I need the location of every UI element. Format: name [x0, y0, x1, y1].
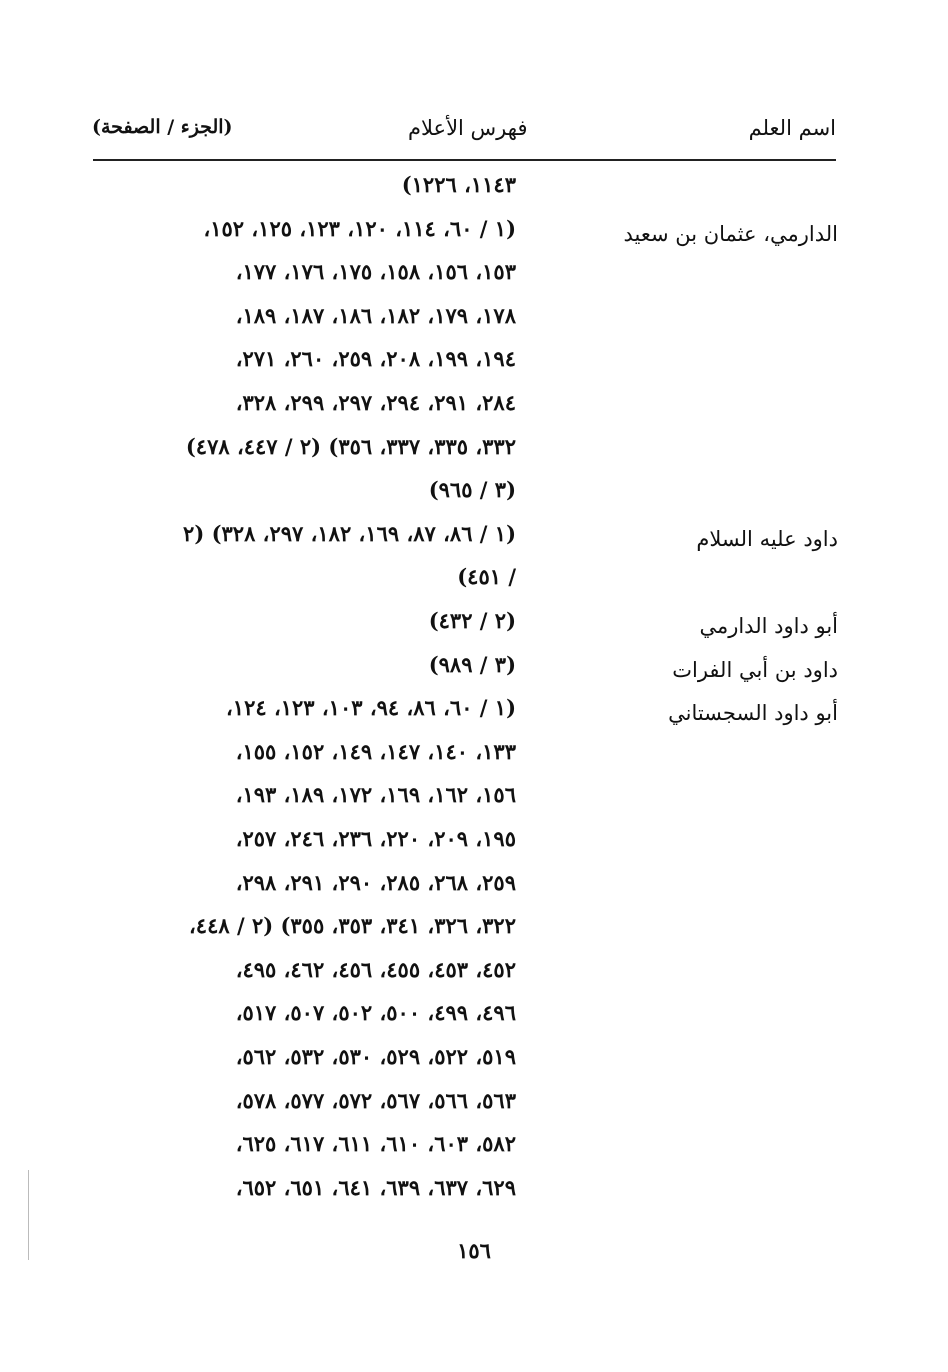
name-column-heading: اسم العلم: [748, 116, 836, 140]
page-references: ٣٣٢، ٣٣٥، ٣٣٧، ٣٥٦) (٢ / ٤٤٧، ٤٧٨): [185, 434, 516, 459]
page-references: ٦٢٩، ٦٣٧، ٦٣٩، ٦٤١، ٦٥١، ٦٥٢،: [235, 1175, 516, 1200]
page-references: ١٧٨، ١٧٩، ١٨٢، ١٨٦، ١٨٧، ١٨٩،: [235, 303, 516, 328]
index-row: [0, 564, 948, 604]
header-rule: [93, 159, 836, 161]
index-row: [0, 608, 948, 648]
index-row: [0, 259, 948, 299]
index-row: [0, 1175, 948, 1215]
index-row: [0, 739, 948, 779]
person-name: داود عليه السلام: [696, 527, 838, 551]
page-header: [0, 116, 948, 152]
person-name: أبو داود الدارمي: [699, 614, 838, 638]
page-references: ٤٩٦، ٤٩٩، ٥٠٠، ٥٠٢، ٥٠٧، ٥١٧،: [235, 1000, 516, 1025]
page-references: (١ / ٨٦، ٨٧، ١٦٩، ١٨٢، ٢٩٧، ٣٢٨) (٢: [183, 521, 516, 546]
page-references: ٥٨٢، ٦٠٣، ٦١٠، ٦١١، ٦١٧، ٦٢٥،: [235, 1131, 516, 1156]
page-references: ١٥٦، ١٦٢، ١٦٩، ١٧٢، ١٨٩، ١٩٣،: [235, 782, 516, 807]
page-references: (١ / ٦٠، ١١٤، ١٢٠، ١٢٣، ١٢٥، ١٥٢،: [203, 216, 516, 241]
page-references: / ٤٥١): [457, 564, 516, 589]
index-row: [0, 1044, 948, 1084]
page-references: ٤٥٢، ٤٥٣، ٤٥٥، ٤٥٦، ٤٦٢، ٤٩٥،: [235, 957, 516, 982]
page-references: ١٣٣، ١٤٠، ١٤٧، ١٤٩، ١٥٢، ١٥٥،: [235, 739, 516, 764]
page-references: (١ / ٦٠، ٨٦، ٩٤، ١٠٣، ١٢٣، ١٢٤،: [226, 695, 516, 720]
index-row: [0, 782, 948, 822]
page-references: ٢٨٤، ٢٩١، ٢٩٤، ٢٩٧، ٢٩٩، ٣٢٨،: [235, 390, 516, 415]
page-title: فهرس الأعلام: [408, 116, 528, 140]
index-row: [0, 652, 948, 692]
page-references: ٣٢٢، ٣٢٦، ٣٤١، ٣٥٣، ٣٥٥) (٢ / ٤٤٨،: [189, 913, 516, 938]
page-number: ١٥٦: [457, 1238, 491, 1263]
person-name: داود بن أبي الفرات: [672, 658, 838, 682]
person-name: الدارمي، عثمان بن سعيد: [623, 222, 838, 246]
index-row: [0, 913, 948, 953]
page-references: ١٩٤، ١٩٩، ٢٠٨، ٢٥٩، ٢٦٠، ٢٧١،: [235, 346, 516, 371]
person-name: أبو داود السجستاني: [668, 701, 838, 725]
index-row: [0, 826, 948, 866]
index-row: [0, 1088, 948, 1128]
index-row: [0, 477, 948, 517]
page-references: ١١٤٣، ١٢٢٦): [401, 172, 516, 197]
index-row: [0, 870, 948, 910]
index-row: [0, 957, 948, 997]
page-references: ١٥٣، ١٥٦، ١٥٨، ١٧٥، ١٧٦، ١٧٧،: [235, 259, 516, 284]
index-row: [0, 303, 948, 343]
page-references: (٣ / ٩٨٩): [428, 652, 516, 677]
index-row: [0, 216, 948, 256]
page-references: ٥٦٣، ٥٦٦، ٥٦٧، ٥٧٢، ٥٧٧، ٥٧٨،: [235, 1088, 516, 1113]
index-row: [0, 172, 948, 212]
page-references: (٢ / ٤٣٢): [428, 608, 516, 633]
pages-column-heading: (الجزء / الصفحة): [92, 116, 233, 138]
index-row: [0, 695, 948, 735]
index-row: [0, 390, 948, 430]
index-row: [0, 1000, 948, 1040]
page-references: ١٩٥، ٢٠٩، ٢٢٠، ٢٣٦، ٢٤٦، ٢٥٧،: [235, 826, 516, 851]
index-row: [0, 346, 948, 386]
page-references: ٢٥٩، ٢٦٨، ٢٨٥، ٢٩٠، ٢٩١، ٢٩٨،: [235, 870, 516, 895]
page-references: (٣ / ٩٦٥): [428, 477, 516, 502]
scan-edge-mark: [28, 1170, 29, 1260]
index-row: [0, 521, 948, 561]
page-references: ٥١٩، ٥٢٢، ٥٢٩، ٥٣٠، ٥٣٢، ٥٦٢،: [235, 1044, 516, 1069]
index-row: [0, 1131, 948, 1171]
index-row: [0, 434, 948, 474]
